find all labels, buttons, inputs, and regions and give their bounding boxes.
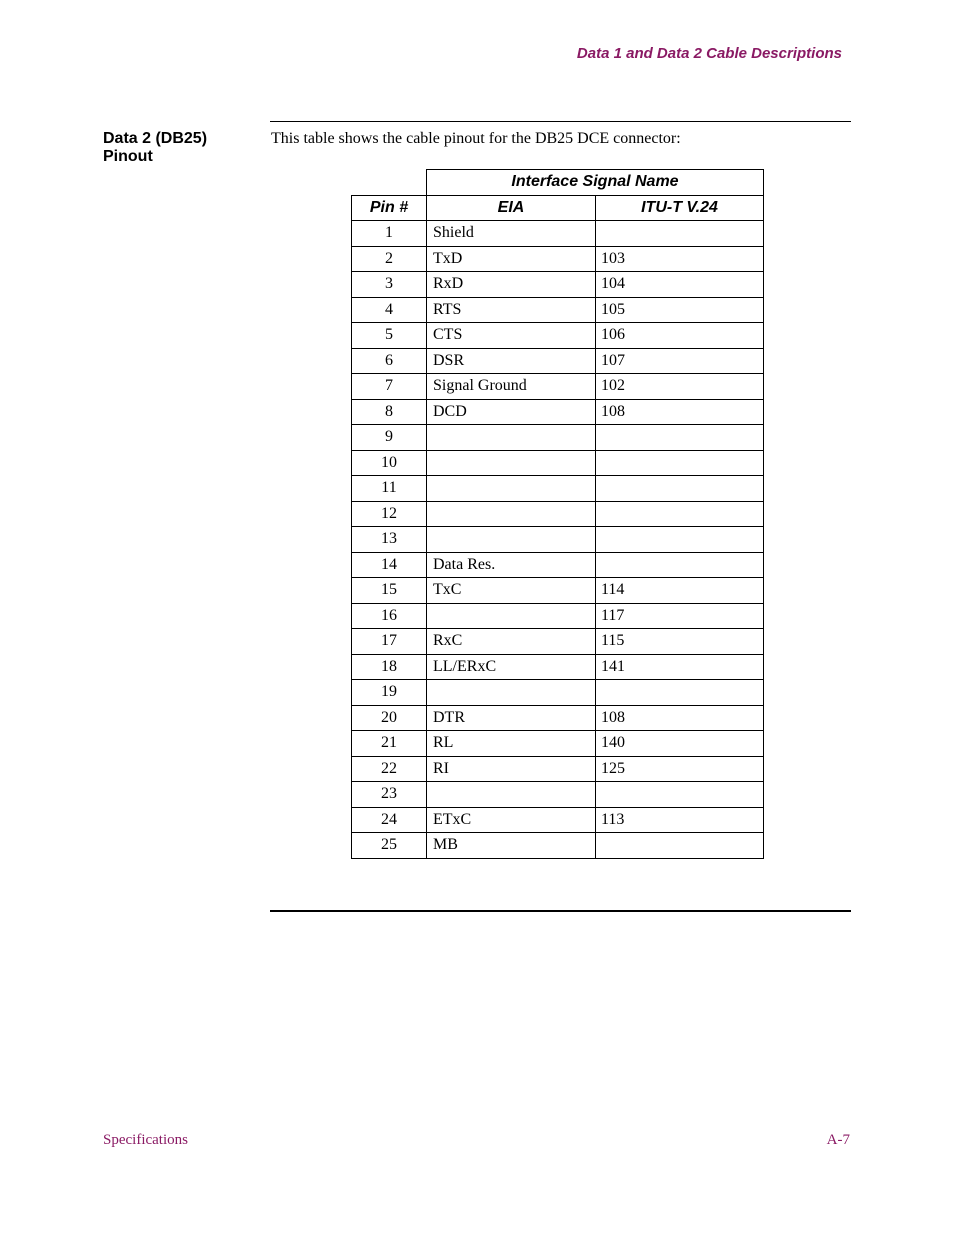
itu-cell (596, 527, 764, 553)
eia-cell: LL/ERxC (427, 654, 596, 680)
pin-cell: 20 (352, 705, 427, 731)
pin-cell: 18 (352, 654, 427, 680)
itu-cell: 115 (596, 629, 764, 655)
pin-cell: 17 (352, 629, 427, 655)
itu-cell (596, 476, 764, 502)
eia-cell: RxD (427, 272, 596, 298)
table-row (352, 552, 764, 578)
pin-cell: 3 (352, 272, 427, 298)
itu-cell (596, 425, 764, 451)
eia-cell (427, 603, 596, 629)
table-row (352, 680, 764, 706)
itu-cell (596, 552, 764, 578)
eia-cell: RxC (427, 629, 596, 655)
itu-cell (596, 680, 764, 706)
table-row (352, 756, 764, 782)
itu-cell: 108 (596, 705, 764, 731)
pin-cell: 8 (352, 399, 427, 425)
itu-cell (596, 221, 764, 247)
pin-cell: 9 (352, 425, 427, 451)
pin-cell: 2 (352, 246, 427, 272)
table-row (352, 527, 764, 553)
eia-cell: RTS (427, 297, 596, 323)
column-header-pin: Pin # (352, 195, 427, 221)
eia-cell: RL (427, 731, 596, 757)
table-row (352, 603, 764, 629)
eia-cell (427, 476, 596, 502)
eia-cell: DCD (427, 399, 596, 425)
section-title-line2: Pinout (103, 148, 153, 165)
group-header: Interface Signal Name (427, 170, 764, 196)
table-row (352, 629, 764, 655)
table-row (352, 807, 764, 833)
eia-cell (427, 450, 596, 476)
table-row (352, 297, 764, 323)
eia-cell: TxD (427, 246, 596, 272)
intro-text: This table shows the cable pinout for the DB25 DCE connector: (271, 130, 681, 147)
pin-cell: 1 (352, 221, 427, 247)
itu-cell (596, 833, 764, 859)
itu-cell: 104 (596, 272, 764, 298)
eia-cell (427, 425, 596, 451)
footer-page-number: A-7 (826, 1132, 850, 1148)
eia-cell (427, 782, 596, 808)
column-header-row (352, 195, 764, 221)
eia-cell: ETxC (427, 807, 596, 833)
itu-cell (596, 782, 764, 808)
table-row (352, 450, 764, 476)
pin-cell: 5 (352, 323, 427, 349)
eia-cell (427, 527, 596, 553)
pin-cell: 25 (352, 833, 427, 859)
pin-cell: 24 (352, 807, 427, 833)
table-row (352, 705, 764, 731)
running-header: Data 1 and Data 2 Cable Descriptions (576, 45, 842, 62)
pin-cell: 6 (352, 348, 427, 374)
table-row (352, 221, 764, 247)
eia-cell: Shield (427, 221, 596, 247)
eia-cell: MB (427, 833, 596, 859)
group-header-row (352, 170, 764, 196)
group-header-spacer (352, 170, 427, 196)
itu-cell: 107 (596, 348, 764, 374)
pin-cell: 21 (352, 731, 427, 757)
eia-cell (427, 680, 596, 706)
pin-cell: 14 (352, 552, 427, 578)
eia-cell: TxC (427, 578, 596, 604)
pin-cell: 16 (352, 603, 427, 629)
pin-cell: 15 (352, 578, 427, 604)
table-row (352, 399, 764, 425)
table-row (352, 425, 764, 451)
pinout-table (351, 169, 764, 859)
eia-cell: RI (427, 756, 596, 782)
table-row (352, 246, 764, 272)
bottom-rule (270, 910, 851, 912)
table-row (352, 272, 764, 298)
table-row (352, 833, 764, 859)
table-row (352, 501, 764, 527)
itu-cell: 103 (596, 246, 764, 272)
eia-cell: DSR (427, 348, 596, 374)
pinout-table-body (352, 221, 764, 859)
itu-cell: 117 (596, 603, 764, 629)
pin-cell: 12 (352, 501, 427, 527)
itu-cell: 114 (596, 578, 764, 604)
eia-cell: CTS (427, 323, 596, 349)
pin-cell: 7 (352, 374, 427, 400)
table-row (352, 731, 764, 757)
itu-cell: 125 (596, 756, 764, 782)
itu-cell: 113 (596, 807, 764, 833)
eia-cell: Data Res. (427, 552, 596, 578)
section-title (103, 130, 207, 166)
itu-cell: 106 (596, 323, 764, 349)
eia-cell (427, 501, 596, 527)
itu-cell (596, 450, 764, 476)
pin-cell: 11 (352, 476, 427, 502)
pin-cell: 22 (352, 756, 427, 782)
itu-cell: 140 (596, 731, 764, 757)
itu-cell: 105 (596, 297, 764, 323)
footer-section-name: Specifications (103, 1132, 188, 1148)
table-row (352, 476, 764, 502)
table-row (352, 348, 764, 374)
itu-cell: 102 (596, 374, 764, 400)
table-row (352, 578, 764, 604)
column-header-itu: ITU-T V.24 (596, 195, 764, 221)
eia-cell: DTR (427, 705, 596, 731)
pin-cell: 10 (352, 450, 427, 476)
itu-cell: 141 (596, 654, 764, 680)
table-row (352, 323, 764, 349)
column-header-eia: EIA (427, 195, 596, 221)
table-row (352, 782, 764, 808)
table-row (352, 654, 764, 680)
eia-cell: Signal Ground (427, 374, 596, 400)
itu-cell: 108 (596, 399, 764, 425)
pin-cell: 13 (352, 527, 427, 553)
pin-cell: 4 (352, 297, 427, 323)
pin-cell: 19 (352, 680, 427, 706)
itu-cell (596, 501, 764, 527)
top-rule (270, 121, 851, 122)
table-row (352, 374, 764, 400)
pin-cell: 23 (352, 782, 427, 808)
section-title-line1: Data 2 (DB25) (103, 130, 208, 147)
